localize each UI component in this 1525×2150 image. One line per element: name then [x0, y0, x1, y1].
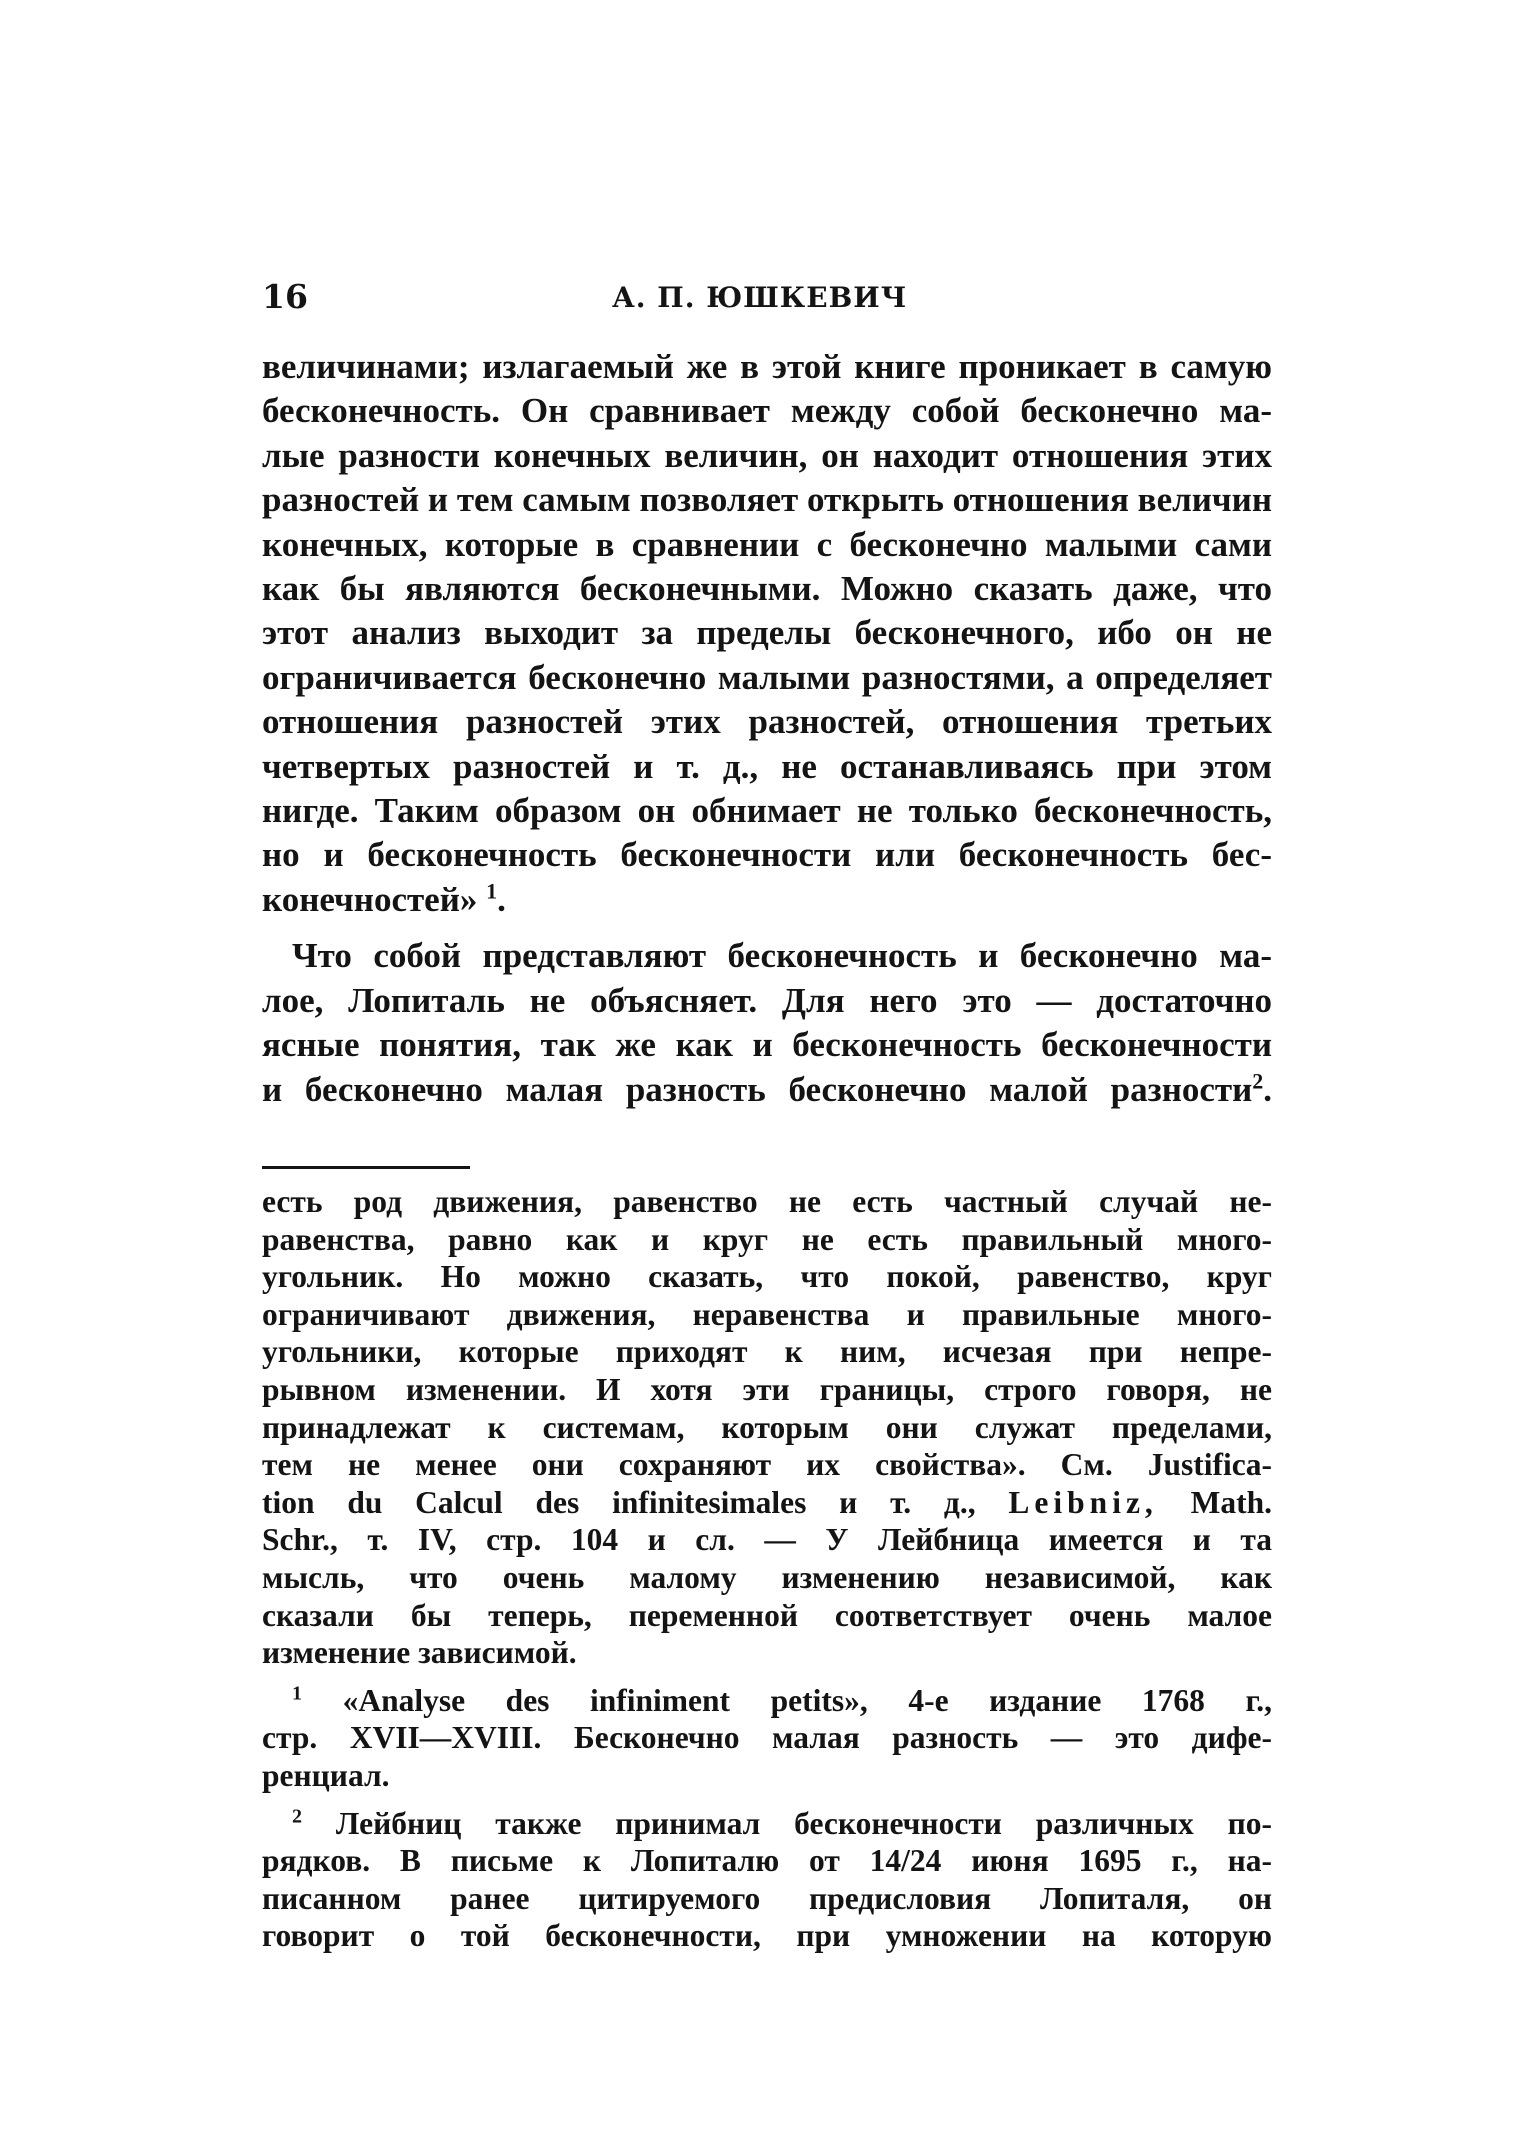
footnote-line: ренциал. [262, 1757, 390, 1793]
text-line: как бы являются бесконечными. Можно сказать даже, что [262, 569, 1272, 609]
footnote-line: мысль, что очень малому изменению независимой, как [262, 1559, 1272, 1595]
footnote-line: есть род движения, равенство не есть частный случай не- [262, 1184, 1272, 1219]
text-line: лое, Лопиталь не объясняет. Для него это — достаточно [262, 980, 1272, 1020]
text-line [262, 878, 1272, 922]
footnote-line: принадлежат к системам, которым они служат пределами, [262, 1409, 1272, 1445]
footnote-1 [262, 1682, 1272, 1720]
text-line: но и бесконечность бесконечности или бесконечность бес- [262, 835, 1272, 875]
text-line: бесконечность. Он сравнивает между собой бесконечно ма- [262, 391, 1272, 431]
footnote-marker-2: 2 [292, 1805, 302, 1827]
footnote-line: говорит о той бесконечности, при умножении на которую [262, 1918, 1272, 1954]
text-line: четвертых разностей и т. д., не останавливаясь при этом [262, 746, 1272, 786]
text-line: ясные понятия, так же как и бесконечность бесконечности [262, 1025, 1272, 1065]
main-text [262, 345, 1272, 1112]
footnote-line [262, 1484, 1272, 1522]
author-name: Leibniz, [1008, 1484, 1158, 1520]
footnote-line: ограничивают движения, неравенства и правильные много- [262, 1296, 1272, 1332]
footnote-line: сказали бы теперь, переменной соответствует очень малое [262, 1597, 1272, 1633]
footnote-line: изменение зависимой. [262, 1635, 577, 1671]
text-fragment: «Analyse des infiniment petits», 4-е издание 1768 г., [342, 1682, 1273, 1718]
footnote-line: тем не менее они сохраняют их свойства». См. Justifica- [262, 1447, 1272, 1483]
text-fragment: tion du Calcul des infinitesimales и т. д., [262, 1484, 976, 1520]
footnote-separator [262, 1166, 470, 1169]
footnote-line: угольники, которые приходят к ним, исчезая при непре- [262, 1334, 1272, 1370]
text-line: нигде. Таким образом он обнимает не только бесконечность, [262, 791, 1272, 831]
text-fragment: конечностей» [262, 879, 478, 919]
text-fragment: и бесконечно малая разность бесконечно малой разности [262, 1069, 1253, 1109]
paragraph-gap [262, 922, 1272, 934]
paragraph-gap [262, 1795, 1272, 1805]
footnote-line: Schr., т. IV, стр. 104 и сл. — У Лейбница имеется и та [262, 1522, 1272, 1558]
text-line [262, 1068, 1272, 1112]
page-number: 16 [262, 277, 308, 316]
text-line: ограничивается бесконечно малыми разностями, а определяет [262, 657, 1272, 697]
running-title: А. П. ЮШКЕВИЧ [612, 281, 908, 314]
footnote-line: угольник. Но можно сказать, что покой, равенство, круг [262, 1259, 1272, 1295]
footnote-line: рывном изменении. И хотя эти границы, строго говоря, не [262, 1371, 1272, 1407]
text-fragment: Лейбниц также принимал бесконечности различных по- [335, 1805, 1273, 1841]
text-line: конечных, которые в сравнении с бесконечно малыми сами [262, 524, 1272, 564]
running-head [262, 277, 1272, 323]
text-fragment: Math. [1190, 1484, 1273, 1520]
text-fragment: . [1263, 1069, 1272, 1109]
text-line: величинами; излагаемый же в этой книге проникает в самую [262, 347, 1272, 386]
footnote-line: равенства, равно как и круг не есть правильный много- [262, 1221, 1272, 1257]
footnote-ref-1[interactable]: 1 [486, 878, 498, 904]
text-line: этот анализ выходит за пределы бесконечного, ибо он не [262, 613, 1272, 653]
paragraph-gap [262, 1672, 1272, 1682]
footnote-line: рядков. В письме к Лопиталю от 14/24 июня 1695 г., на- [262, 1843, 1272, 1879]
text-fragment: . [497, 879, 506, 919]
text-line: лые разности конечных величин, он находит отношения этих [262, 435, 1272, 475]
footnote-ref-2[interactable]: 2 [1252, 1067, 1264, 1093]
footnotes [262, 1183, 1272, 1955]
footnote-2 [262, 1805, 1272, 1843]
text-line: отношения разностей этих разностей, отношения третьих [262, 702, 1272, 742]
footnote-line: стр. XVII—XVIII. Бесконечно малая разность — это дифе- [262, 1720, 1272, 1756]
footnote-line: писанном ранее цитируемого предисловия Лопиталя, он [262, 1880, 1272, 1916]
text-line: Что собой представляют бесконечность и бесконечно ма- [292, 936, 1272, 976]
text-line: разностей и тем самым позволяет открыть отношения величин [262, 480, 1272, 520]
footnote-marker-1: 1 [292, 1682, 302, 1705]
